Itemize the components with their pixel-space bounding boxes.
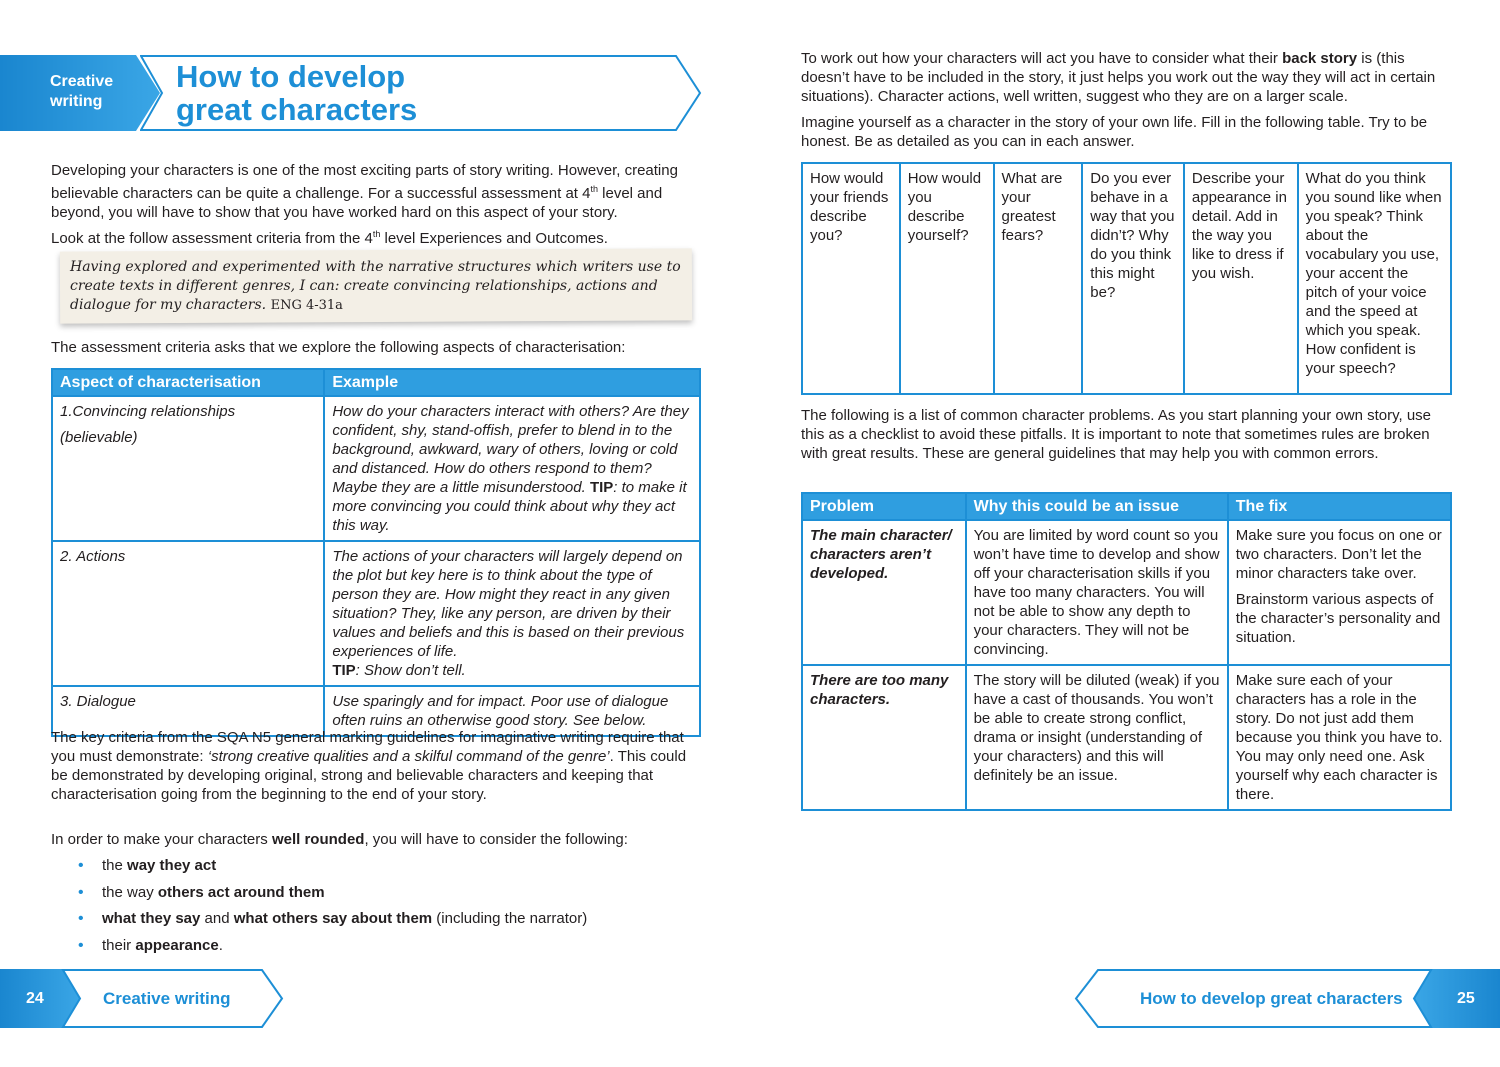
key-criteria-paragraph: The key criteria from the SQA N5 general marking guidelines for imaginative writing require that you must demonstrate: ‘strong creative qualities and a skilful command of the genre’. This could be demonstrated by developing original, strong and believable characters and keeping that characterisation going from the beginning to the end of your story. (51, 729, 687, 803)
table-cell: Make sure you focus on one or two characters. Don’t let the minor characters take over. Brainstorm various aspects of the character’s personality and situation. (1228, 520, 1451, 665)
table-cell: 3. Dialogue (52, 686, 324, 736)
table-header-row (802, 493, 1451, 520)
table-header-cell: The fix (1228, 493, 1451, 520)
problems-intro: The following is a list of common character problems. As you start planning your own story, use this as a checklist to avoid these pitfalls. It is important to note that sometimes rules are broken with great results. These are general guidelines that may help you with common errors. (801, 407, 1432, 462)
list-item: • the way others act around them (78, 883, 587, 902)
section-tab-label: Creative writing (50, 73, 114, 110)
consider-list (78, 856, 587, 962)
rounded-paragraph: In order to make your characters well rounded, you will have to consider the following: (51, 831, 628, 848)
list-item: • what they say and what others say about them (including the narrator) (78, 909, 587, 928)
table-header-row (52, 369, 700, 396)
table-cell: The story will be diluted (weak) if you have a cast of thousands. You won’t be able to create strong conflict, drama or insight (understanding of your characters) and this will definitely be an issue. (966, 665, 1228, 810)
list-item: • their appearance. (78, 936, 587, 955)
table-header-cell: Aspect of characterisation (52, 369, 324, 396)
question-cell: How would you describe yourself? (900, 163, 994, 394)
table-row (52, 396, 700, 541)
table-cell: 2. Actions (52, 541, 324, 686)
backstory-paragraph: To work out how your characters will act you have to consider what their back story is (this doesn’t have to be included in the story, it just helps you work out the way they will act in certain situations). Character actions, well written, suggest who they are on a larger scale. (801, 50, 1436, 105)
page-title: How to develop great characters (176, 59, 418, 127)
table-cell: How do your characters interact with others? Are they confident, shy, stand-offish, prefer to blend in to the background, awkward, wary of others, loving or cold and distanced. How do others respond to them? Maybe they are a little misunderstood. TIP: to make it more convincing you could think about why they act this way. (324, 396, 700, 541)
table-cell: The actions of your characters will largely depend on the plot but key here is to think about the type of person they are. How might they react in any given situation? They, like any person, are driven by their values and beliefs and this is based on their previous experiences of life. TIP: Show don’t tell. (324, 541, 700, 686)
table-row (802, 163, 1451, 394)
table-cell: Make sure each of your characters has a role in the story. Do not just add them because you think you have to. You may only need one. Ask yourself why each character is there. (1228, 665, 1451, 810)
table-cell: The main character/ characters aren’t developed. (802, 520, 966, 665)
question-cell: What do you think you sound like when you speak? Think about the vocabulary you use, your accent the pitch of your voice and the speed at which you speak. How confident is your speech? (1298, 163, 1451, 394)
question-cell: How would your friends describe you? (802, 163, 900, 394)
footer-chapter-label: How to develop great characters (1140, 989, 1403, 1008)
table-row (802, 520, 1451, 665)
look-paragraph: Look at the follow assessment criteria from the 4th level Experiences and Outcomes. (51, 229, 608, 247)
page-number-left: 24 (26, 990, 44, 1007)
footer-section-label: Creative writing (103, 989, 231, 1008)
question-cell: Do you ever behave in a way that you didn’t? Why do you think this might be? (1082, 163, 1184, 394)
question-cell: What are your greatest fears? (994, 163, 1083, 394)
table-cell: 1.Convincing relationships (believable) (52, 396, 324, 541)
table-header-cell: Problem (802, 493, 966, 520)
problems-table (801, 492, 1452, 811)
page-number-right: 25 (1457, 990, 1475, 1007)
criteria-intro: The assessment criteria asks that we explore the following aspects of characterisation: (51, 339, 626, 356)
self-questions-table (801, 162, 1452, 395)
quote-text: Having explored and experimented with the narrative structures which writers use to create texts in different genres, I can: create convincing relationships, actions and dialogue for my characters. ENG 4-31a (70, 259, 681, 313)
characterisation-table (51, 368, 701, 737)
table-cell: There are too many characters. (802, 665, 966, 810)
table-cell: Use sparingly and for impact. Poor use of dialogue often ruins an otherwise good story. See below. (324, 686, 700, 736)
list-item: • the way they act (78, 856, 587, 875)
table-cell: You are limited by word count so you won’t have time to develop and show off your characterisation skills if you have too many characters. You will not be able to show any depth to your characters. They will not be convincing. (966, 520, 1228, 665)
imagine-paragraph: Imagine yourself as a character in the story of your own life. Fill in the following table. Try to be honest. Be as detailed as you can in each answer. (801, 114, 1428, 150)
intro-paragraph: Developing your characters is one of the most exciting parts of story writing. However, creating believable characters can be quite a challenge. For a successful assessment at 4th level and beyond, you will have to show that you have worked hard on this aspect of your story. (51, 162, 678, 221)
table-header-cell: Example (324, 369, 700, 396)
table-row (52, 541, 700, 686)
question-cell: Describe your appearance in detail. Add in the way you like to dress if you wish. (1184, 163, 1298, 394)
table-header-cell: Why this could be an issue (966, 493, 1228, 520)
table-row (802, 665, 1451, 810)
